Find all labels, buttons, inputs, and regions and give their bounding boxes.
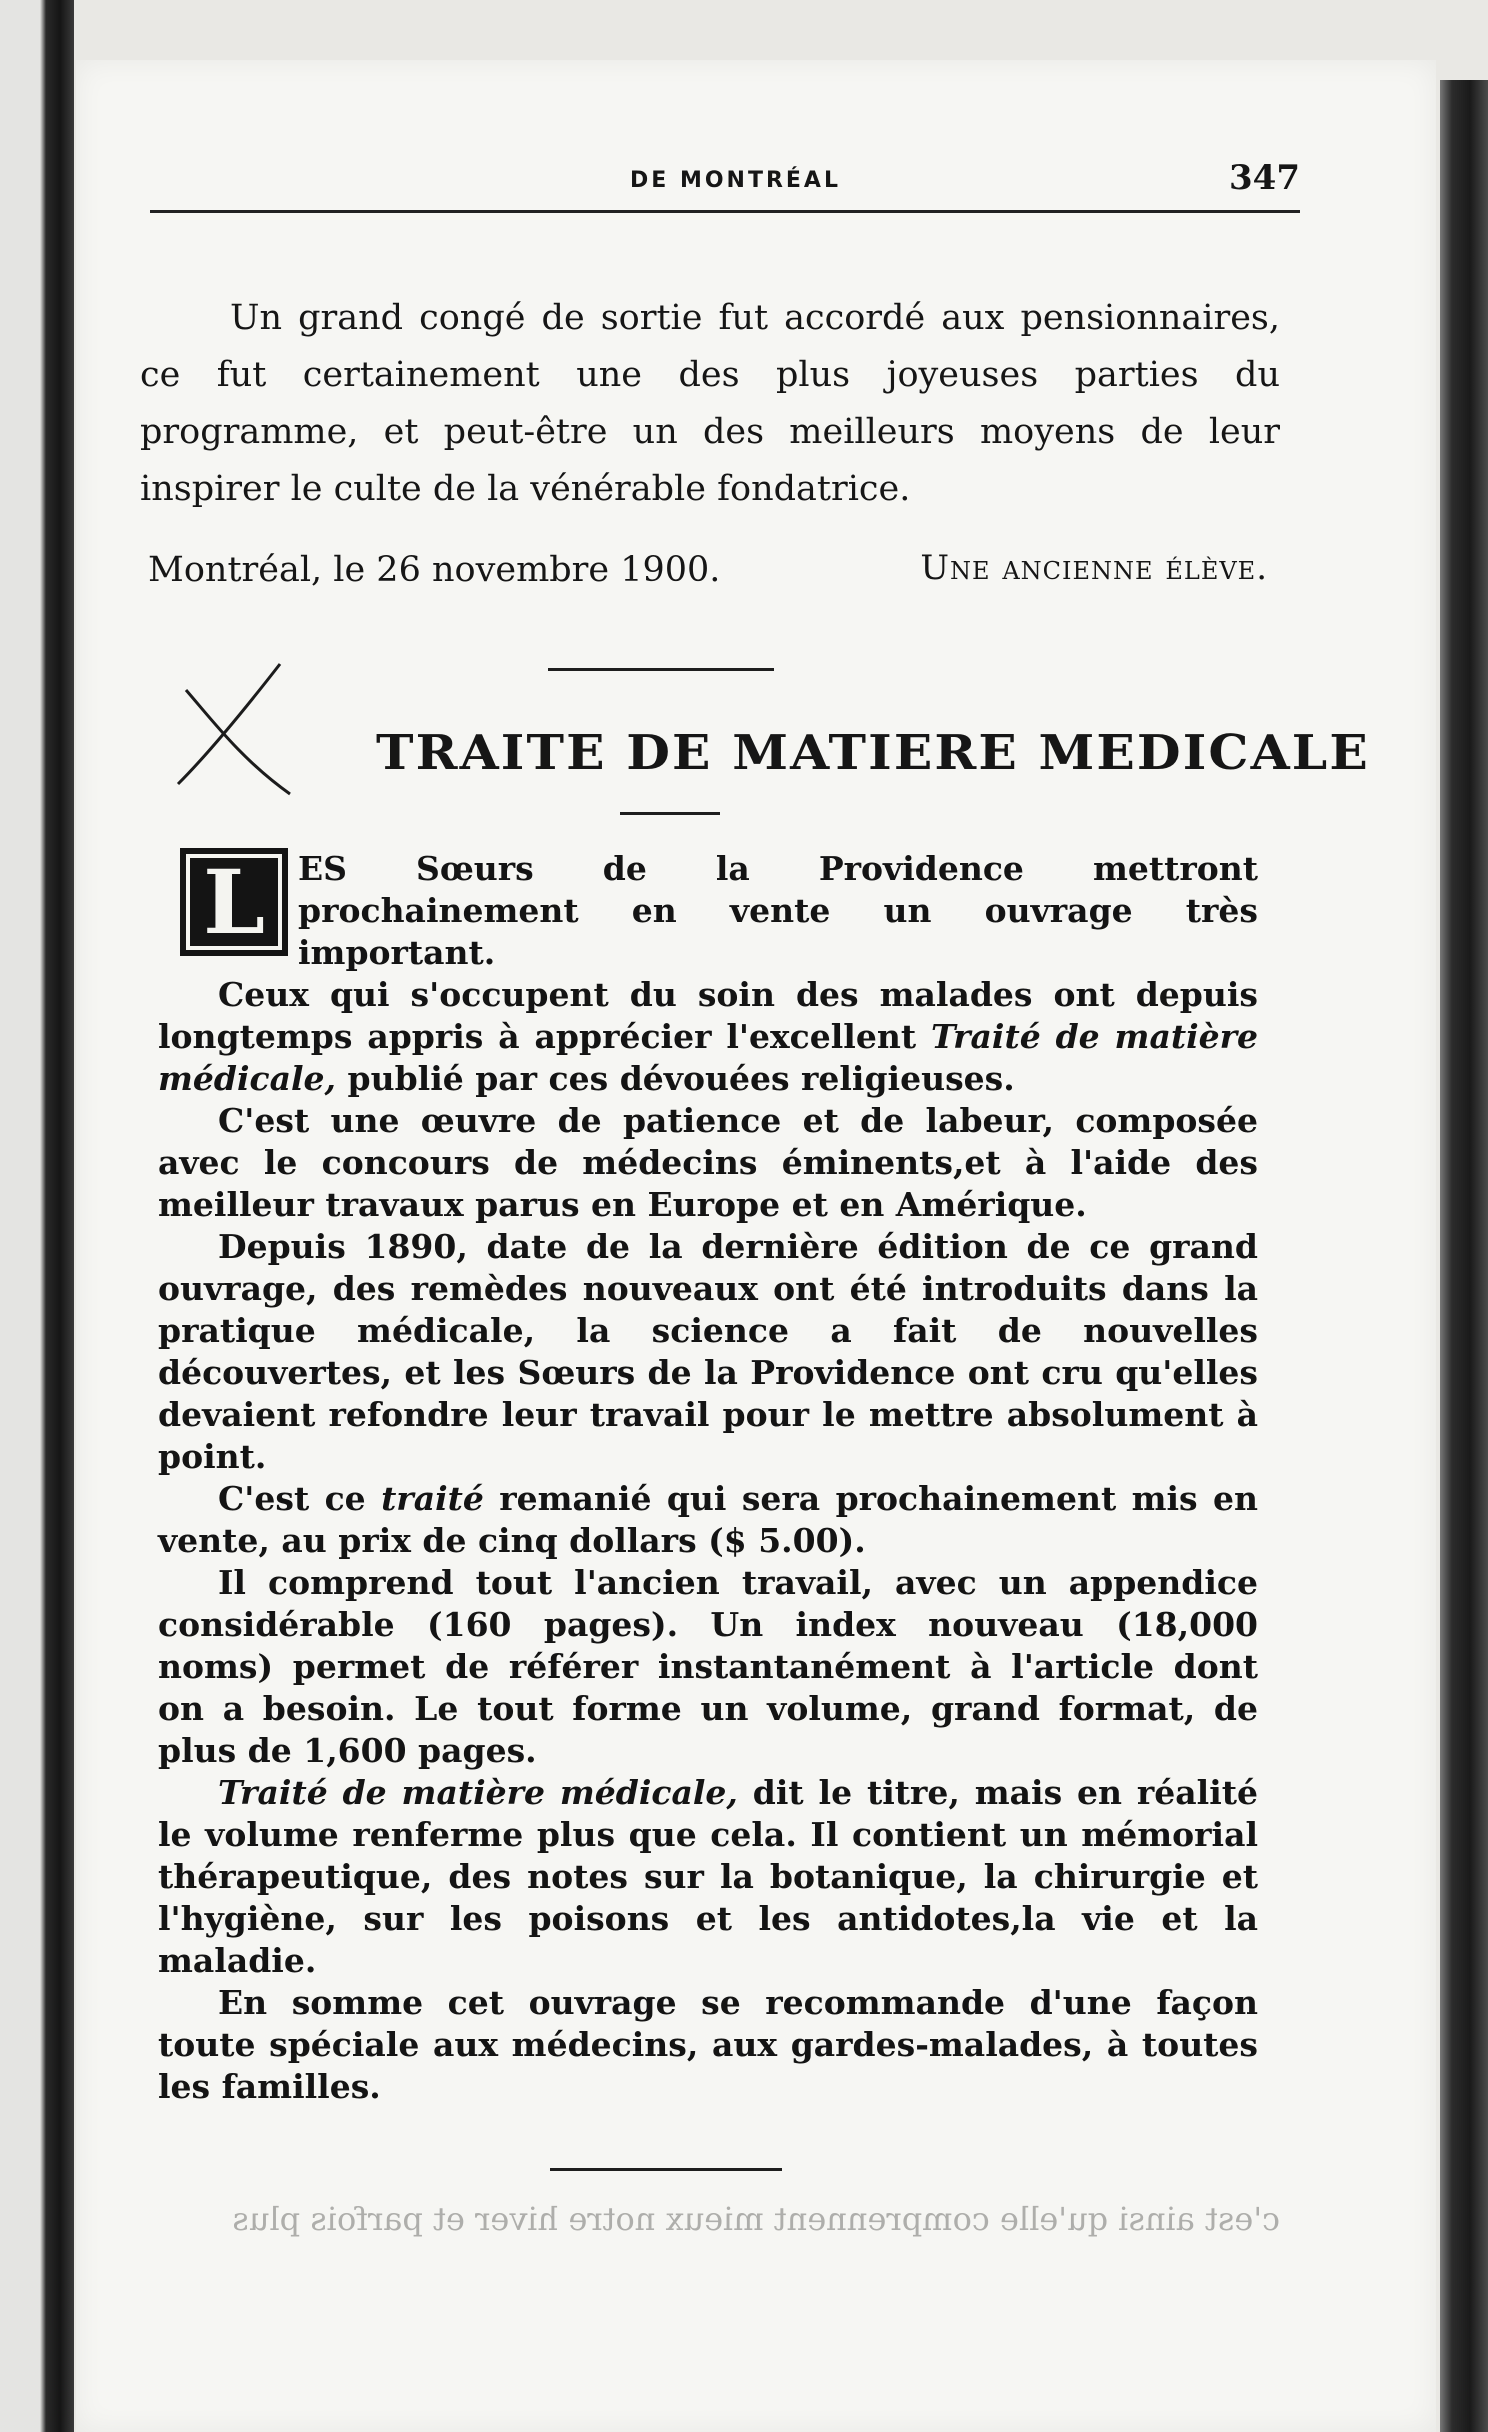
place-date: Montréal, le 26 novembre 1900. [148, 550, 721, 590]
article-paragraph-2: Ceux qui s'occupent du soin des malades ont depuis longtemps appris à apprécier l'excellent Traité de matière médicale, publié par ces dévouées religieuses. [158, 975, 1259, 1098]
signature: Une ancienne élève. [920, 548, 1268, 588]
article-paragraph-4: Depuis 1890, date de la dernière édition de ce grand ouvrage, des remèdes nouveaux ont été introduits dans la pratique médicale, la science a fait de nouvelles découvertes, et les Sœurs de la Providence ont cru qu'elles devaient refondre leur travail pour le mettre absolument à point. [158, 1227, 1258, 1476]
scan-edge-right [1440, 80, 1488, 2432]
drop-cap: L [180, 848, 288, 956]
handwritten-cross-mark [172, 660, 302, 800]
lead-text: ES Sœurs de la Providence mettront prochainement en vente un ouvrage très important. [298, 849, 1258, 972]
page-number: 347 [1229, 158, 1300, 198]
title-underline [620, 812, 720, 815]
article-paragraph-7: Traité de matière médicale, dit le titre, mais en réalité le volume renferme plus que cela. Il contient un mémorial thérapeutique, des notes sur la botanique, la chirurgie et l'hygiène, sur les poisons et les antidotes,la vie et la maladie. [158, 1773, 1258, 1980]
bleed-through-text: c'est ainsi qu'elle comprennent mieux notre hiver et parfois plus [232, 2200, 1280, 2238]
article-paragraph-3: C'est une œuvre de patience et de labeur, composée avec le concours de médecins éminents,et à l'aide des meilleur travaux parus en Europe et en Amérique. [158, 1101, 1258, 1224]
article-paragraph-6: Il comprend tout l'ancien travail, avec un appendice considérable (160 pages). Un index nouveau (18,000 noms) permet de référer instantanément à l'article dont on a besoin. Le tout forme un volume, grand format, de plus de 1,600 pages. [158, 1563, 1258, 1770]
scan-edge-left [0, 0, 74, 2432]
article-title: TRAITE DE MATIERE MEDICALE [376, 725, 1370, 781]
article-paragraph-8: En somme cet ouvrage se recommande d'une façon toute spéciale aux médecins, aux gardes-malades, à toutes les familles. [158, 1983, 1258, 2106]
running-head [150, 150, 1300, 213]
article-paragraph-5: C'est ce traité remanié qui sera prochainement mis en vente, au prix de cinq dollars ($ 5.00). [158, 1479, 1258, 1560]
end-divider [550, 2168, 782, 2171]
article-body [158, 848, 1258, 2108]
intro-paragraph: Un grand congé de sortie fut accordé aux pensionnaires, ce fut certainement une des plus joyeuses parties du programme, et peut-être un des meilleurs moyens de leur inspirer le culte de la vénérable fondatrice. [140, 298, 1280, 509]
section-divider [548, 668, 774, 671]
article-paragraph-1 [158, 848, 1258, 974]
running-title: DE MONTRÉAL [630, 168, 841, 193]
